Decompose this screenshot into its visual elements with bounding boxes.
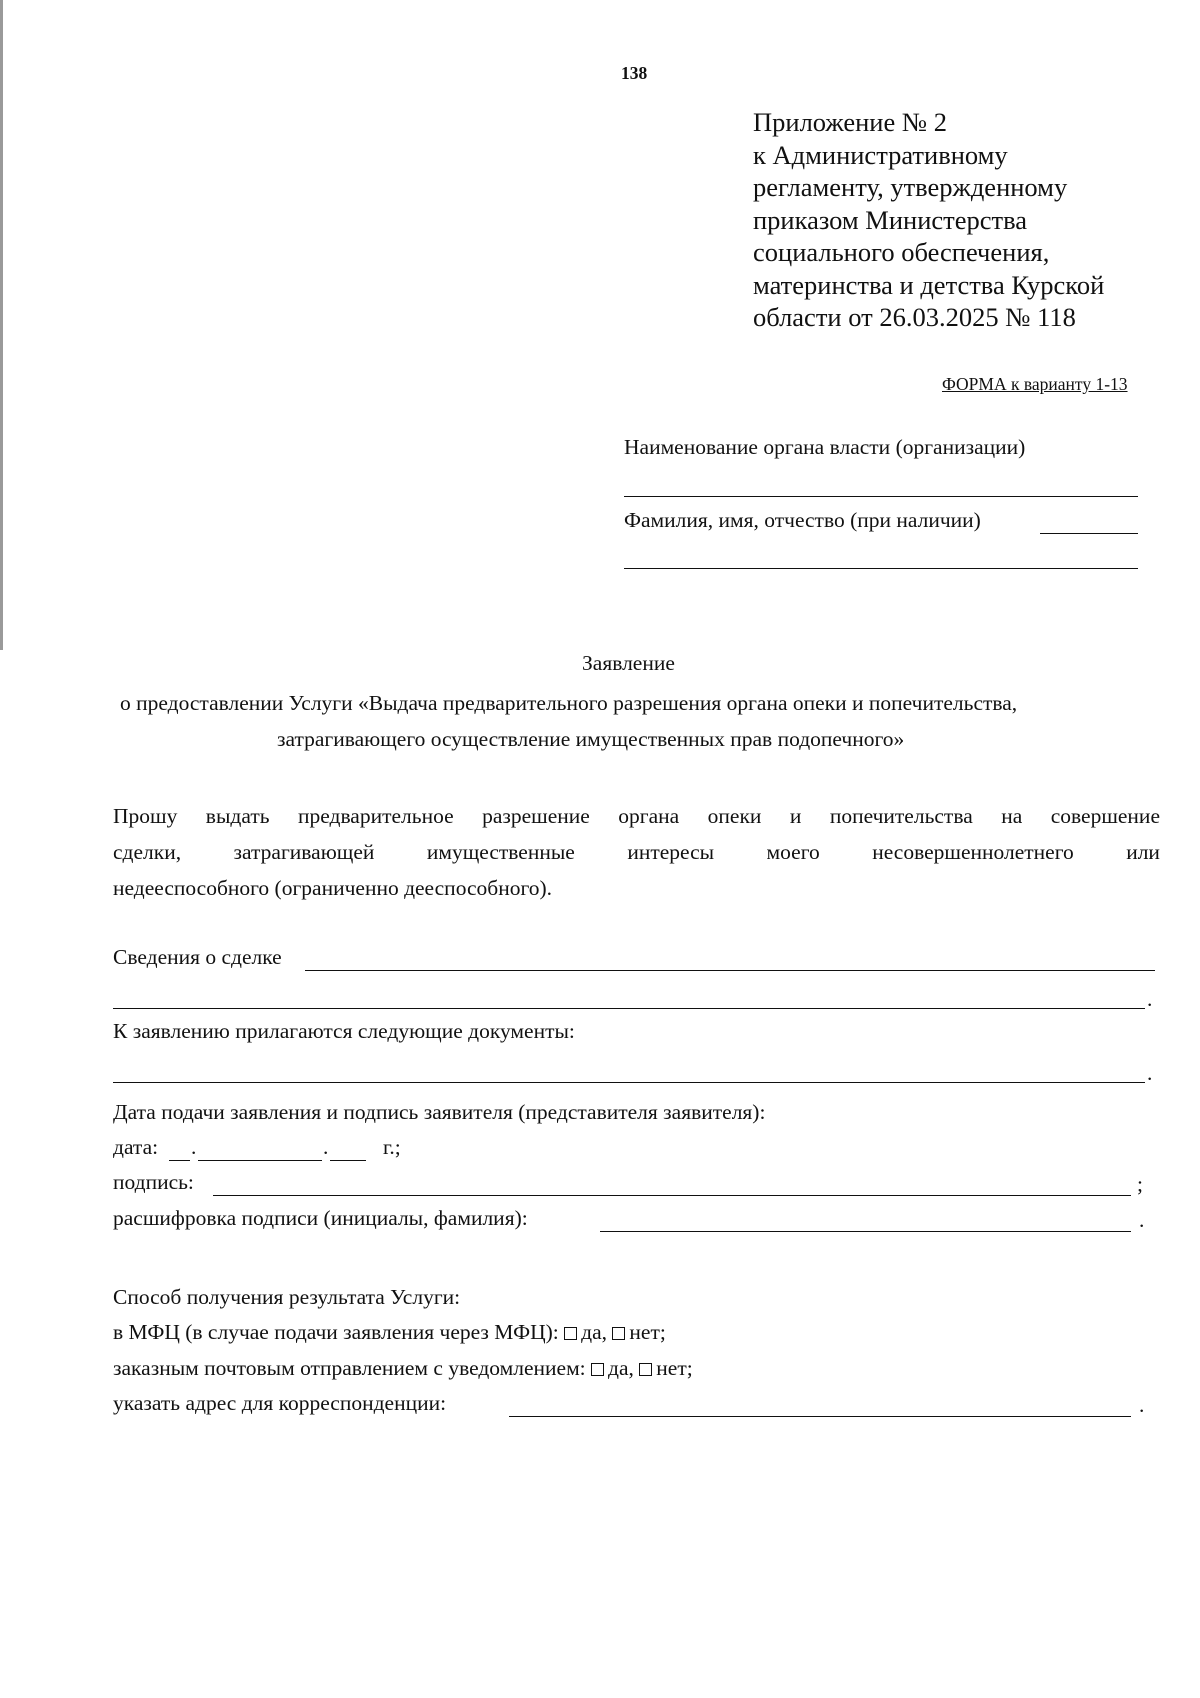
- request-word: сделки,: [113, 840, 182, 864]
- fio-label: Фамилия, имя, отчество (при наличии): [624, 508, 981, 532]
- mail-yes-label: да,: [608, 1356, 634, 1380]
- attachments-label: К заявлению прилагаются следующие документы:: [113, 1019, 575, 1043]
- date-label: дата:: [113, 1135, 159, 1159]
- request-word: опеки: [707, 804, 762, 828]
- appendix-line: Приложение № 2: [753, 107, 948, 137]
- address-label: указать адрес для корреспонденции:: [113, 1391, 447, 1415]
- request-word: и: [789, 804, 802, 828]
- fio-field-continued[interactable]: [624, 568, 1138, 569]
- signature-decode-period: .: [1139, 1208, 1145, 1232]
- mail-yes-checkbox[interactable]: [591, 1363, 604, 1376]
- request-line: [113, 798, 1160, 834]
- delivery-mail-row: [113, 1356, 693, 1381]
- request-word: совершение: [1050, 804, 1160, 828]
- date-month-field[interactable]: [198, 1160, 322, 1161]
- address-field[interactable]: [509, 1416, 1131, 1417]
- delivery-mail-label: заказным почтовым отправлением с уведомлением:: [113, 1356, 586, 1380]
- deal-info-period: .: [1147, 987, 1153, 1011]
- mail-no-checkbox[interactable]: [639, 1363, 652, 1376]
- date-separator: .: [191, 1135, 197, 1159]
- deal-info-field-continued[interactable]: [113, 1008, 1145, 1009]
- org-name-label: Наименование органа власти (организации): [624, 435, 1026, 459]
- fio-field[interactable]: [1040, 533, 1138, 534]
- date-separator: .: [323, 1135, 329, 1159]
- request-word: на: [1001, 804, 1023, 828]
- appendix-line: области от 26.03.2025 № 118: [753, 302, 1076, 332]
- date-year-field[interactable]: [330, 1160, 366, 1161]
- request-line-last: недееспособного (ограниченно дееспособного).: [113, 876, 553, 900]
- request-word: предварительное: [297, 804, 454, 828]
- mfc-no-checkbox[interactable]: [612, 1327, 625, 1340]
- mfc-yes-label: да,: [581, 1320, 608, 1344]
- delivery-method-label: Способ получения результата Услуги:: [113, 1285, 461, 1309]
- mfc-no-label: нет;: [629, 1320, 666, 1344]
- appendix-line: социального обеспечения,: [753, 237, 1050, 267]
- signature-decode-label: расшифровка подписи (инициалы, фамилия):: [113, 1206, 528, 1230]
- request-paragraph: [113, 798, 1160, 906]
- request-word: моего: [766, 840, 820, 864]
- appendix-line: к Административному: [753, 139, 1008, 170]
- delivery-mfc-row: [113, 1320, 666, 1345]
- document-heading: Заявление: [582, 651, 675, 675]
- deal-info-field[interactable]: [305, 970, 1155, 971]
- signature-semicolon: ;: [1137, 1172, 1143, 1196]
- signature-field[interactable]: [213, 1195, 1131, 1196]
- signature-label: подпись:: [113, 1170, 194, 1194]
- appendix-line: материнства и детства Курской: [753, 269, 1105, 300]
- attachments-field[interactable]: [113, 1082, 1145, 1083]
- address-period: .: [1139, 1393, 1145, 1417]
- request-word: органа: [618, 804, 680, 828]
- delivery-mfc-label: в МФЦ (в случае подачи заявления через МФЦ):: [113, 1320, 559, 1344]
- mfc-yes-checkbox[interactable]: [564, 1327, 577, 1340]
- request-word: разрешение: [482, 804, 590, 828]
- request-word: интересы: [627, 840, 715, 864]
- request-word: выдать: [205, 804, 270, 828]
- request-word: или: [1126, 840, 1160, 864]
- document-title-line2: затрагивающего осуществление имущественных прав подопечного»: [277, 727, 905, 751]
- document-title-line1: о предоставлении Услуги «Выдача предварительного разрешения органа опеки и попечительства,: [120, 691, 1018, 715]
- scan-edge-artifact: [0, 0, 3, 650]
- attachments-period: .: [1147, 1061, 1153, 1085]
- request-word: затрагивающей: [233, 840, 375, 864]
- submission-label: Дата подачи заявления и подпись заявителя (представителя заявителя):: [113, 1100, 766, 1124]
- request-word: имущественные: [426, 840, 575, 864]
- org-name-field[interactable]: [624, 496, 1138, 497]
- deal-info-label: Сведения о сделке: [113, 945, 282, 969]
- appendix-line: приказом Министерства: [753, 204, 1028, 235]
- signature-decode-field[interactable]: [600, 1231, 1131, 1232]
- appendix-block: [753, 106, 1104, 334]
- date-year-suffix: г.;: [383, 1135, 401, 1159]
- request-word: попечительства: [829, 804, 973, 828]
- appendix-line: регламенту, утвержденному: [753, 172, 1068, 202]
- date-day-field[interactable]: [169, 1160, 190, 1161]
- page-number: 138: [621, 63, 648, 83]
- request-line: [113, 834, 1160, 870]
- request-word: несовершеннолетнего: [872, 840, 1074, 864]
- request-word: Прошу: [113, 804, 178, 828]
- mail-no-label: нет;: [656, 1356, 693, 1380]
- form-variant-label: ФОРМА к варианту 1-13: [942, 374, 1128, 394]
